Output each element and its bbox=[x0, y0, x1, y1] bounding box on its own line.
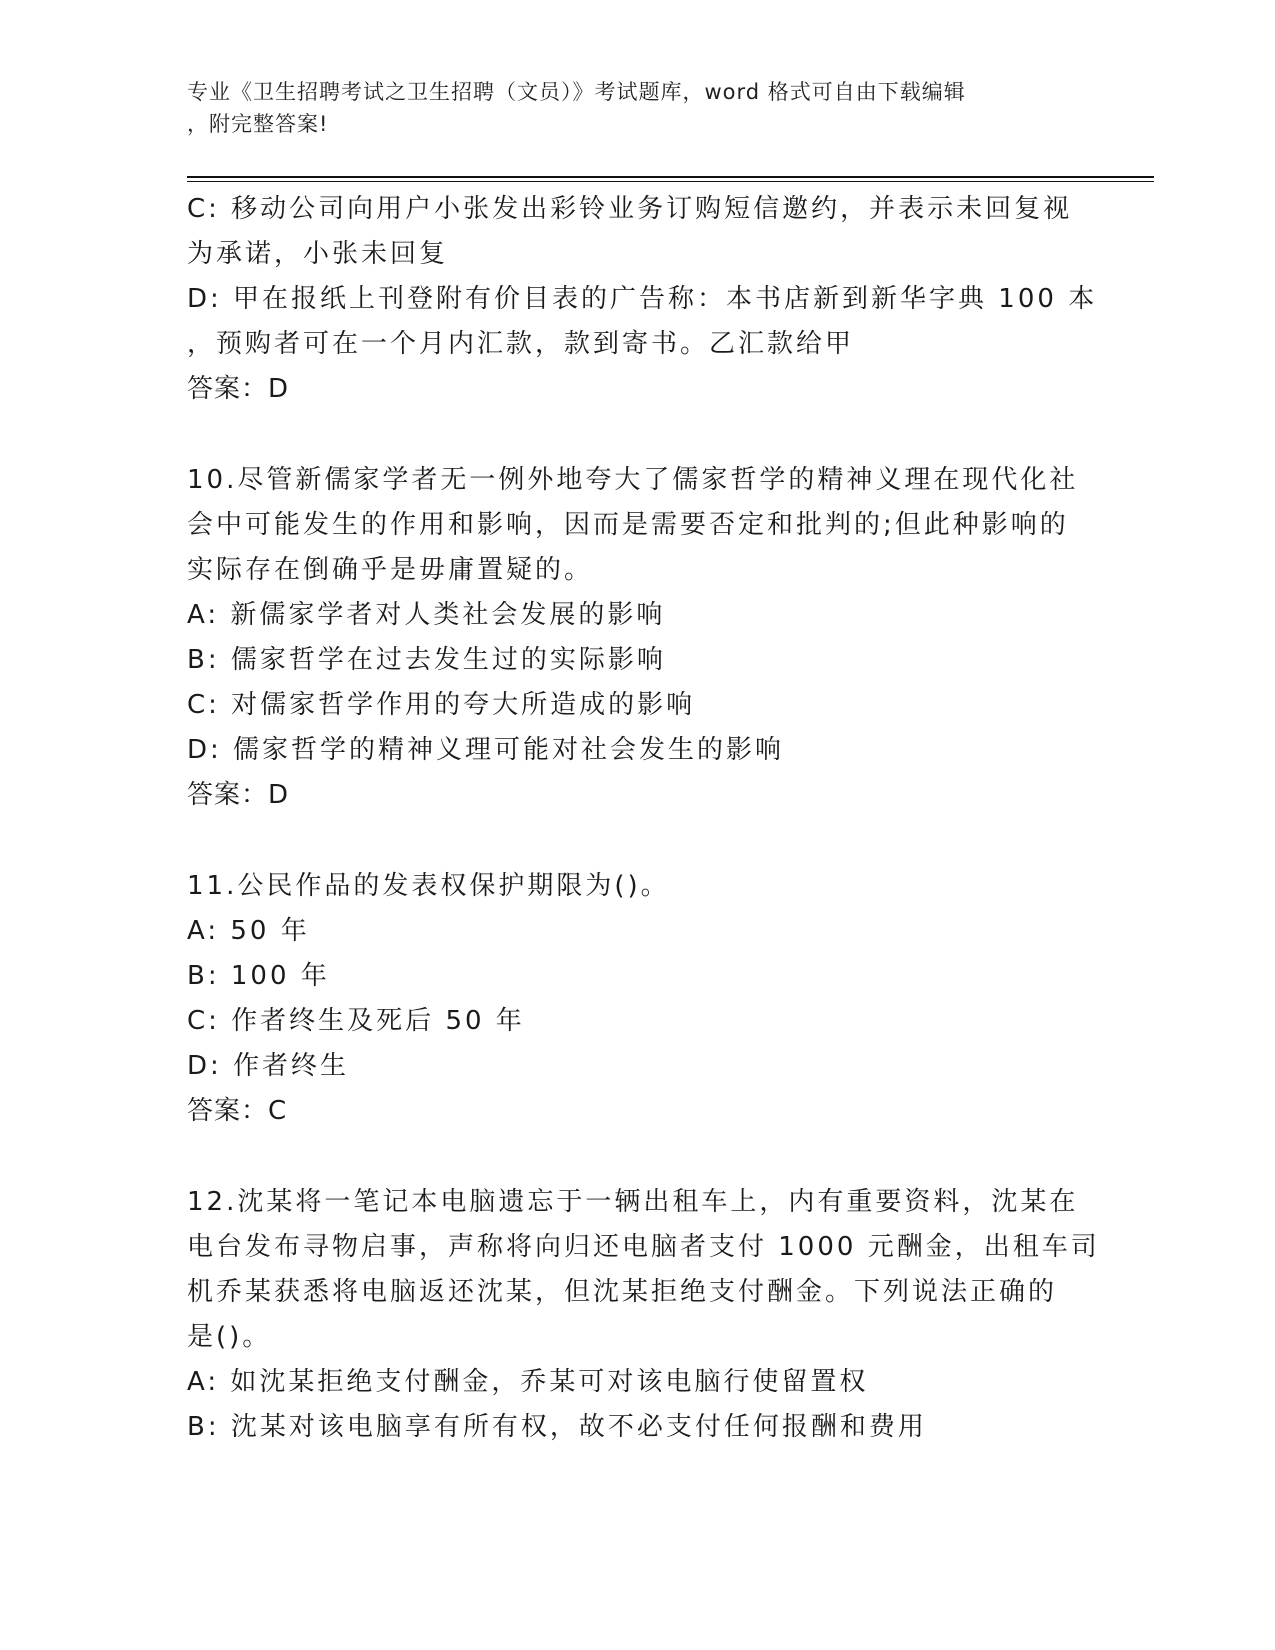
option-line: B: 儒家哲学在过去发生过的实际影响 bbox=[187, 645, 666, 675]
option-line: B: 沈某对该电脑享有所有权，故不必支付任何报酬和费用 bbox=[187, 1412, 927, 1442]
question-block-9 bbox=[187, 187, 1098, 412]
question-line: 是()。 bbox=[187, 1322, 272, 1352]
option-line: A: 新儒家学者对人类社会发展的影响 bbox=[187, 600, 666, 630]
option-line: D: 儒家哲学的精神义理可能对社会发生的影响 bbox=[187, 735, 785, 765]
question-line: ，预购者可在一个月内汇款，款到寄书。乙汇款给甲 bbox=[187, 329, 855, 359]
block-spacer bbox=[187, 412, 1067, 458]
question-block-12 bbox=[187, 1180, 1100, 1450]
option-line: C: 对儒家哲学作用的夸大所造成的影响 bbox=[187, 690, 696, 720]
question-line: C: 移动公司向用户小张发出彩铃业务订购短信邀约，并表示未回复视 bbox=[187, 194, 1073, 224]
block-spacer bbox=[187, 818, 1067, 864]
header-line-2: ，附完整答案! bbox=[187, 112, 329, 136]
question-line: 11.公民作品的发表权保护期限为()。 bbox=[187, 871, 670, 901]
question-line: 为承诺，小张未回复 bbox=[187, 239, 449, 269]
option-line: D: 作者终生 bbox=[187, 1051, 350, 1081]
question-line: 10.尽管新儒家学者无一例外地夸大了儒家哲学的精神义理在现代化社 bbox=[187, 465, 1079, 495]
document-header bbox=[187, 76, 1087, 140]
option-line: B: 100 年 bbox=[187, 961, 330, 991]
question-line: 实际存在倒确乎是毋庸置疑的。 bbox=[187, 555, 594, 585]
option-line: A: 如沈某拒绝支付酬金，乔某可对该电脑行使留置权 bbox=[187, 1367, 869, 1397]
question-content bbox=[187, 187, 1100, 1450]
question-block-11 bbox=[187, 864, 1067, 1134]
answer-label: 答案：C bbox=[187, 1096, 288, 1126]
question-line: 会中可能发生的作用和影响，因而是需要否定和批判的;但此种影响的 bbox=[187, 510, 1069, 540]
answer-label: 答案：D bbox=[187, 374, 290, 404]
question-line: D: 甲在报纸上刊登附有价目表的广告称：本书店新到新华字典 100 本 bbox=[187, 284, 1098, 314]
option-line: A: 50 年 bbox=[187, 916, 310, 946]
question-block-10 bbox=[187, 458, 1079, 818]
question-line: 12.沈某将一笔记本电脑遗忘于一辆出租车上，内有重要资料，沈某在 bbox=[187, 1187, 1079, 1217]
header-line-1: 专业《卫生招聘考试之卫生招聘（文员）》考试题库，word 格式可自由下载编辑 bbox=[187, 80, 966, 104]
header-divider-thick bbox=[187, 176, 1154, 178]
question-line: 电台发布寻物启事，声称将向归还电脑者支付 1000 元酬金，出租车司 bbox=[187, 1232, 1100, 1262]
answer-label: 答案：D bbox=[187, 780, 290, 810]
header-divider-thin bbox=[187, 181, 1154, 182]
question-line: 机乔某获悉将电脑返还沈某，但沈某拒绝支付酬金。下列说法正确的 bbox=[187, 1277, 1058, 1307]
option-line: C: 作者终生及死后 50 年 bbox=[187, 1006, 525, 1036]
block-spacer bbox=[187, 1134, 1067, 1180]
